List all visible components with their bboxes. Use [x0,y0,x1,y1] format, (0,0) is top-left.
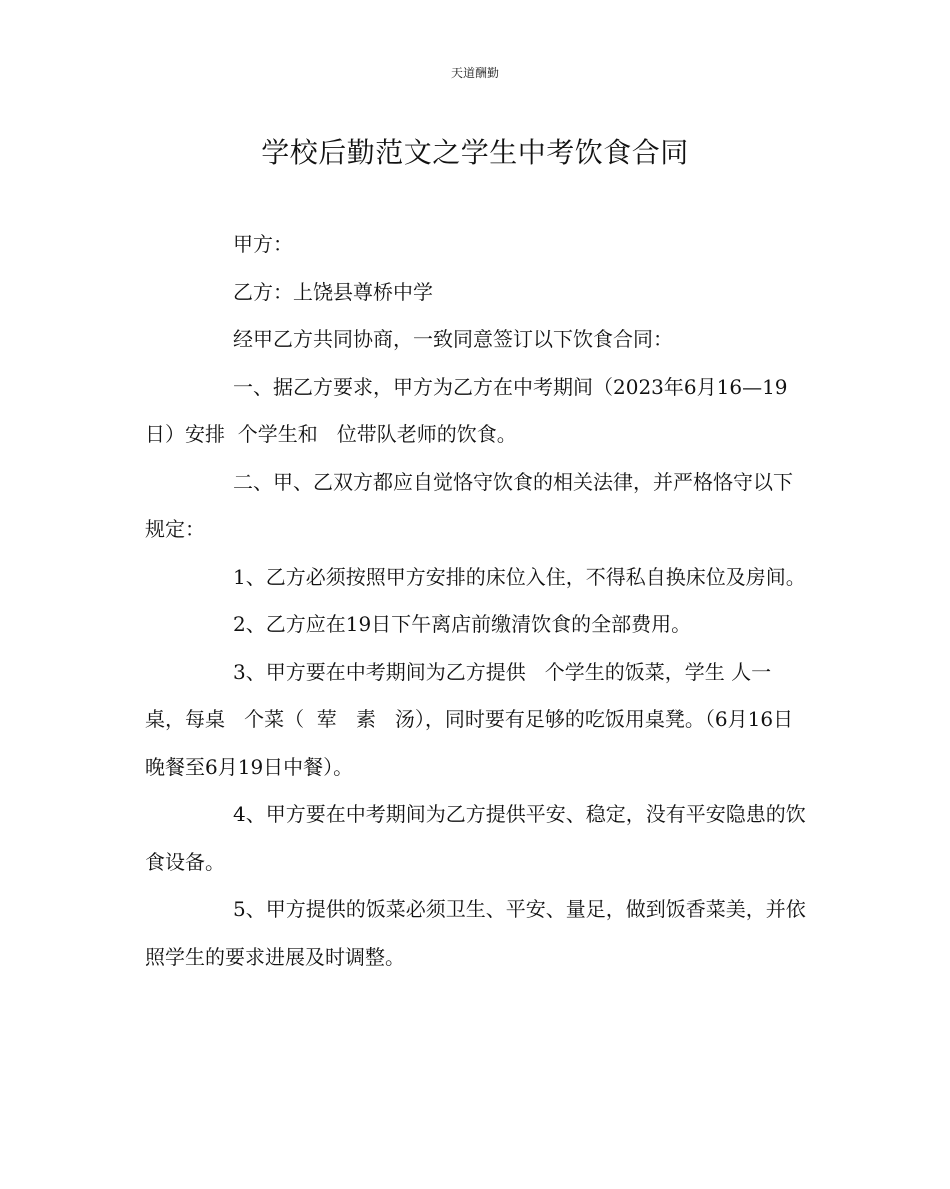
rule-5: 5、甲方提供的饭菜必须卫生、平安、量足，做到饭香菜美，并依照学生的要求进展及时调整。 [145,897,806,969]
clause-1: 一、据乙方要求，甲方为乙方在中考期间（2023年6月16—19日）安排 个学生和 位带队老师的饮食。 [145,374,788,446]
document-title: 学校后勤范文之学生中考饮食合同 [261,136,689,169]
contract-body [145,221,810,981]
rule-1: 1、乙方必须按照甲方安排的床位入住，不得私自换床位及房间。 [233,564,806,589]
agreement-intro: 经甲乙方共同协商，一致同意签订以下饮食合同： [233,327,673,351]
party-b-line: 乙方：上饶县尊桥中学 [233,279,433,304]
rule-2: 2、乙方应在19日下午离店前缴清饮食的全部费用。 [233,612,692,636]
clause-2: 二、甲、乙双方都应自觉恪守饮食的相关法律，并严格恪守以下规定： [145,469,793,541]
party-a-line: 甲方： [233,232,293,256]
rule-3: 3、甲方要在中考期间为乙方提供 个学生的饭菜，学生 人一桌，每桌 个菜（ 荤 素 汤），同时要有足够的吃饭用桌凳。（6月16日晚餐至6月19日中餐）。 [145,659,794,779]
page-header: 天道酬勤 [450,66,499,80]
rule-4: 4、甲方要在中考期间为乙方提供平安、稳定，没有平安隐患的饮食设备。 [145,802,806,874]
